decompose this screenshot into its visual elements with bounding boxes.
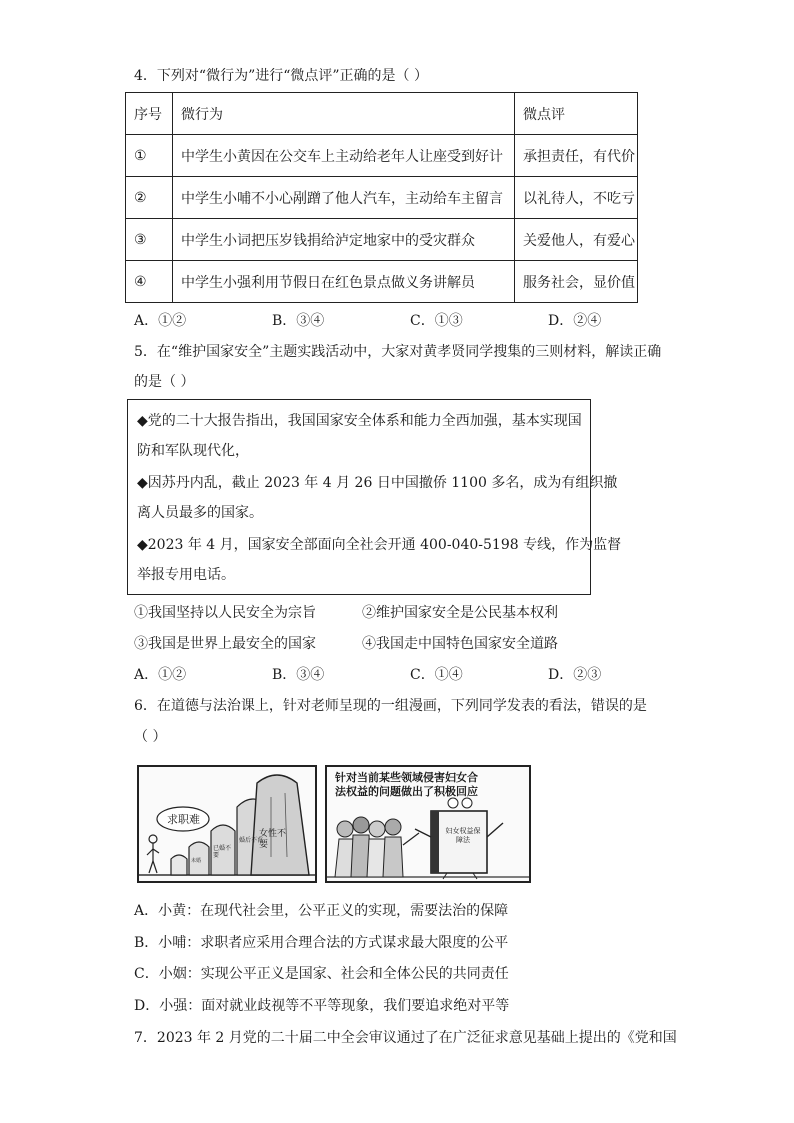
q7-stem-line1: 7．2023 年 2 月党的二十届二中全会审议通过了在广泛征求意见基础上提出的《党和国 bbox=[134, 1030, 677, 1046]
statement-2: ②维护国家安全是公民基本权利 bbox=[362, 605, 558, 621]
table-cell: ② bbox=[126, 177, 173, 219]
comic-finger-label: 已婚不要 bbox=[213, 845, 232, 859]
table-cell: 中学生小哺不小心剐蹭了他人汽车，主动给车主留言 bbox=[173, 177, 515, 219]
table-cell: ① bbox=[126, 135, 173, 177]
option-b[interactable]: B．③④ bbox=[272, 313, 325, 329]
option-a[interactable]: A．①② bbox=[134, 313, 187, 329]
table-cell: 中学生小黄因在公交车上主动给老年人让座受到好计 bbox=[173, 135, 515, 177]
q6-stem-line1: 6．在道德与法治课上，针对老师呈现的一组漫画，下列同学发表的看法，错误的是 bbox=[134, 698, 647, 714]
option-b[interactable]: B．③④ bbox=[272, 667, 325, 683]
statement-1: ①我国坚持以人民安全为宗旨 bbox=[134, 605, 316, 621]
statement-3: ③我国是世界上最安全的国家 bbox=[134, 636, 316, 652]
table-header-cell: 微点评 bbox=[515, 93, 638, 135]
table-cell: 中学生小词把压岁钱捐给泸定地家中的受灾群众 bbox=[173, 219, 515, 261]
q6-stem-line2: （ ） bbox=[134, 729, 167, 745]
table-cell: 以礼待人，不吃亏 bbox=[515, 177, 638, 219]
comic-crowd-illustration bbox=[327, 767, 529, 881]
table-cell: 中学生小强利用节假日在红色景点做义务讲解员 bbox=[173, 261, 515, 303]
q6-option-c[interactable]: C．小姻：实现公平正义是国家、社会和全体公民的共同责任 bbox=[134, 966, 509, 982]
q6-option-a[interactable]: A．小黄：在现代社会里，公平正义的实现，需要法治的保障 bbox=[134, 903, 509, 919]
table-cell: 服务社会，显价值 bbox=[515, 261, 638, 303]
comic-finger-label: 婚后不育 bbox=[239, 837, 264, 844]
material-line: ◆2023 年 4 月，国家安全部面向全社会开通 400-040-5198 专线，作为监督 bbox=[137, 537, 622, 553]
table-cell: 承担责任，有代价 bbox=[515, 135, 638, 177]
material-line: 防和军队现代化， bbox=[137, 443, 249, 459]
table-row bbox=[126, 219, 638, 261]
q4-table bbox=[125, 92, 638, 303]
q4-stem: 4．下列对“微行为”进行“微点评”正确的是（ ） bbox=[134, 68, 428, 84]
q5-material-box bbox=[127, 399, 622, 595]
q6-option-b[interactable]: B．小哺：求职者应采用合理合法的方式谋求最大限度的公平 bbox=[134, 935, 509, 951]
comic-panel-right bbox=[325, 765, 531, 883]
statement-4: ④我国走中国特色国家安全道路 bbox=[362, 636, 558, 652]
material-line: 离人员最多的国家。 bbox=[137, 505, 263, 521]
table-header-cell: 微行为 bbox=[173, 93, 515, 135]
comic-book-title: 妇女权益保障法 bbox=[445, 827, 481, 844]
table-header-cell: 序号 bbox=[126, 93, 173, 135]
comic-hand-illustration bbox=[139, 767, 315, 881]
comic-caption-line2: 法权益的问题做出了积极回应 bbox=[335, 785, 478, 798]
material-line: ◆党的二十大报告指出，我国国家安全体系和能力全西加强，基本实现国 bbox=[137, 413, 582, 429]
comic-finger-label: 女性不要 bbox=[259, 829, 287, 850]
comic-panel-left bbox=[137, 765, 317, 883]
table-cell: 关爱他人，有爱心 bbox=[515, 219, 638, 261]
q5-stem-line2: 的是（ ） bbox=[134, 374, 195, 390]
table-header-row bbox=[126, 93, 638, 135]
material-line: ◆因苏丹内乱，截止 2023 年 4 月 26 日中国撤侨 1100 多名，成为有组织撤 bbox=[137, 475, 618, 491]
option-c[interactable]: C．①④ bbox=[410, 667, 463, 683]
table-cell: ④ bbox=[126, 261, 173, 303]
option-a[interactable]: A．①② bbox=[134, 667, 187, 683]
q5-stem-line1: 5．在“维护国家安全”主题实践活动中，大家对黄孝贤同学搜集的三则材料，解读正确 bbox=[134, 344, 662, 360]
option-c[interactable]: C．①③ bbox=[410, 313, 463, 329]
option-d[interactable]: D．②③ bbox=[548, 667, 602, 683]
comic-finger-label: 未婚 bbox=[191, 858, 202, 864]
table-row bbox=[126, 135, 638, 177]
comic-bubble-text: 求职难 bbox=[167, 813, 200, 826]
option-d[interactable]: D．②④ bbox=[548, 313, 602, 329]
table-cell: ③ bbox=[126, 219, 173, 261]
table-row bbox=[126, 261, 638, 303]
material-line: 举报专用电话。 bbox=[137, 567, 235, 583]
table-row bbox=[126, 177, 638, 219]
q6-option-d[interactable]: D．小强：面对就业歧视等不平等现象，我们要追求绝对平等 bbox=[134, 998, 510, 1014]
comic-caption-line1: 针对当前某些领域侵害妇女合 bbox=[335, 771, 478, 784]
